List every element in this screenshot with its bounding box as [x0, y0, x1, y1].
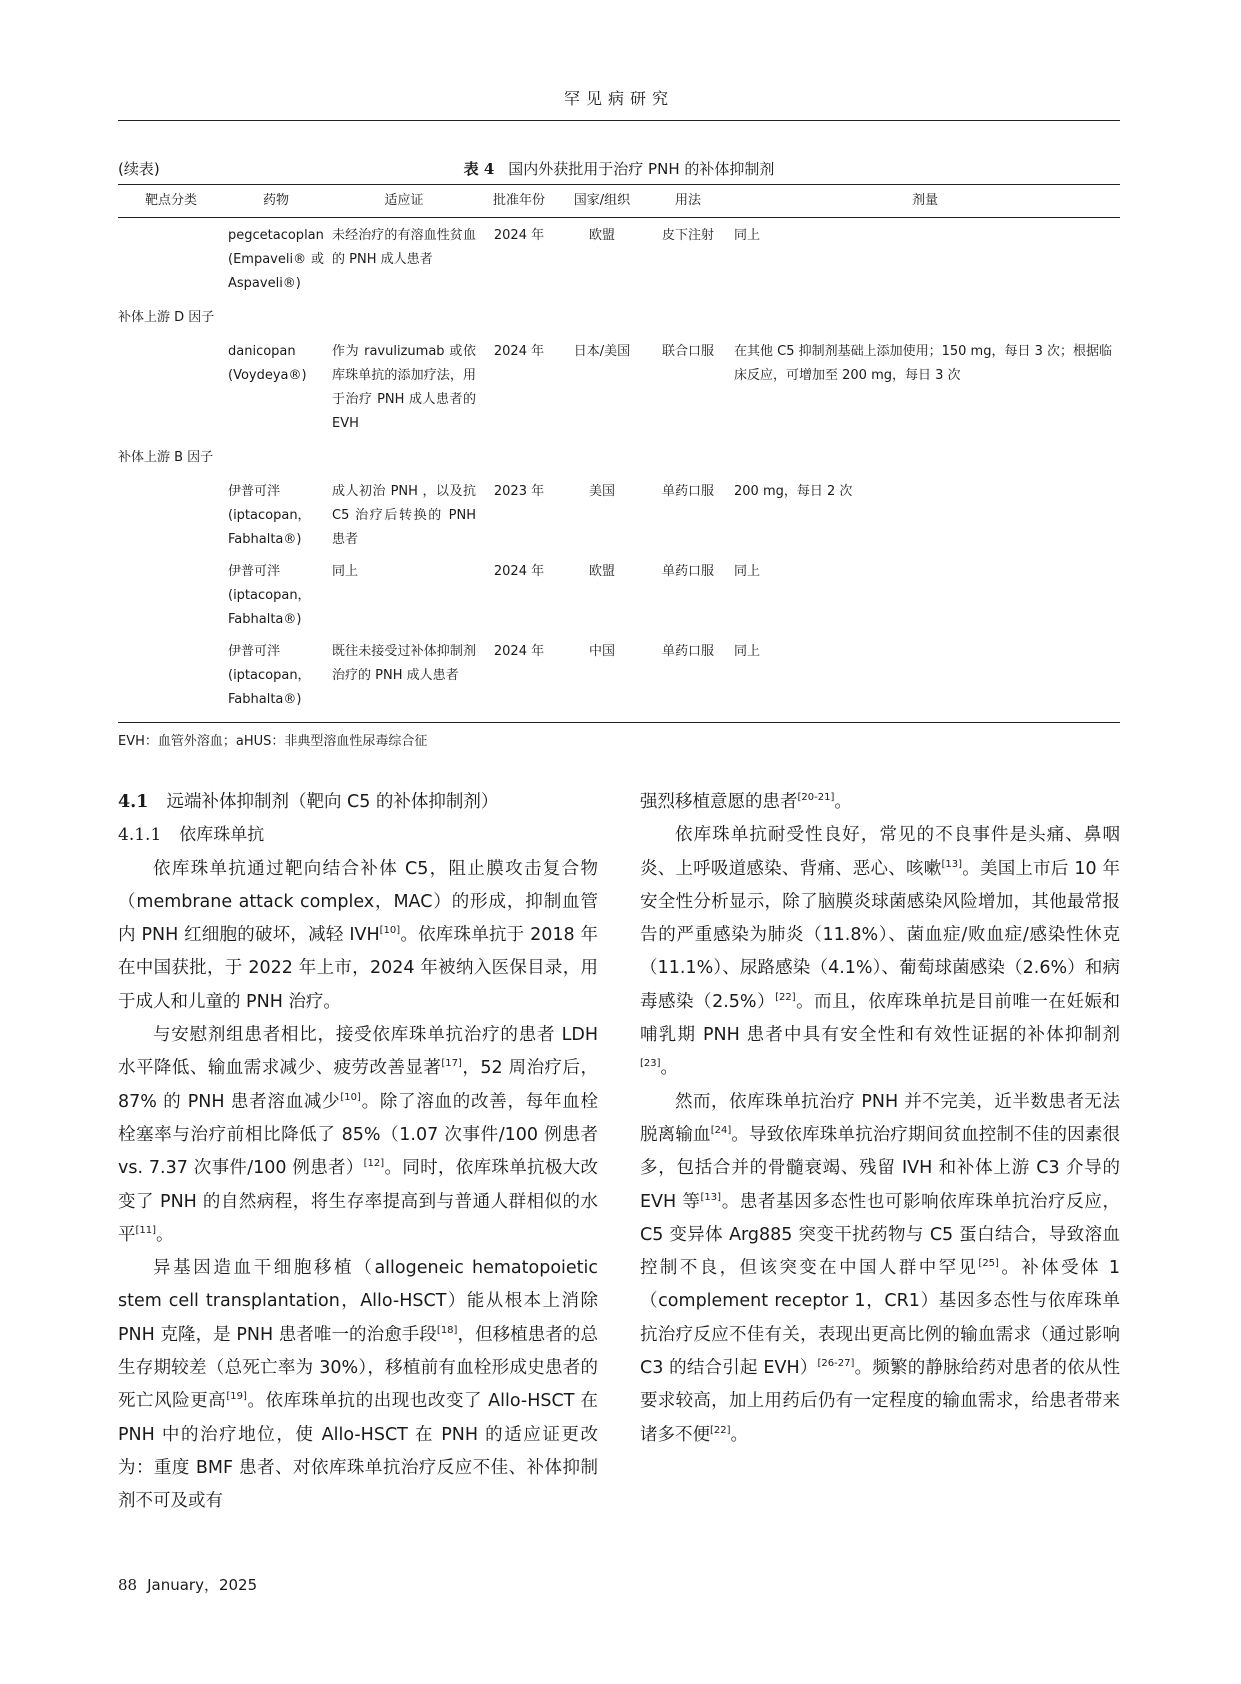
- paragraph: [118, 853, 598, 1019]
- indication-cell: 作为 ravulizumab 或依库珠单抗的添加疗法，用于治疗 PNH 成人患者的 EVH: [332, 344, 476, 431]
- table-row: [118, 334, 1120, 438]
- drug-cell: 伊普可泮 (iptacopan， Fabhalta®): [228, 484, 311, 547]
- subsection-heading: [118, 819, 598, 852]
- header-dose: 剂量: [730, 185, 1120, 218]
- dose-cell: 同上: [734, 228, 761, 243]
- target-empty-cell: [118, 634, 224, 723]
- text-run: 。: [156, 1224, 174, 1245]
- text-run: 。而且，依库珠单抗是目前唯一在妊娠和哺乳期 PNH 患者中具有安全性和有效性证据的补体抑制剂: [640, 991, 1120, 1046]
- citation: [10]: [379, 925, 401, 937]
- section-number: 4.1: [118, 792, 149, 812]
- country-cell: 欧盟: [588, 564, 615, 579]
- indication-cell: 既往未接受过补体抑制剂治疗的 PNH 成人患者: [328, 634, 480, 723]
- usage-cell: 联合口服: [661, 344, 714, 359]
- drug-cell: 伊普可泮 (iptacopan， Fabhalta®): [224, 634, 328, 723]
- table-title: 国内外获批用于治疗 PNH 的补体抑制剂: [508, 160, 775, 178]
- indication-cell: 同上: [332, 564, 359, 579]
- indication-cell: 成人初治 PNH ，以及抗 C5 治疗后转换的 PNH 患者: [332, 484, 476, 547]
- citation: [18]: [436, 1324, 458, 1336]
- table-notes: EVH：血管外溶血；aHUS：非典型溶血性尿毒综合征: [118, 734, 428, 749]
- citation: [13]: [941, 858, 962, 870]
- indication-cell: 未经治疗的有溶血性贫血的 PNH 成人患者: [332, 228, 476, 267]
- paragraph: [118, 1019, 598, 1252]
- header-target: 靶点分类: [118, 185, 224, 218]
- year-cell: 2024 年: [480, 634, 558, 723]
- section-title: 远端补体抑制剂（靶向 C5 的补体抑制剂）: [166, 792, 499, 812]
- text-run: 。依库珠单抗的出现也改变了 Allo-HSCT 在 PNH 中的治疗地位，使 Allo-HSCT 在 PNH 的适应证更改为：重度 BMF 患者、对依库珠单抗治疗反应不佳、补体抑制剂不可及或有: [118, 1391, 599, 1512]
- text-run: 依库珠单抗通过靶向结合补体 C5，阻止膜攻击复合物（membrane attack complex，MAC）的形成，抑制血管内 PNH 红细胞的破坏，减轻 IVH: [118, 858, 598, 946]
- paragraph: [640, 786, 1120, 819]
- usage-cell: 单药口服: [646, 634, 730, 723]
- right-column: [640, 786, 1120, 1452]
- text-run: 与安慰剂组患者相比，接受依库珠单抗治疗的患者 LDH 水平降低、输血需求减少、疲劳改善显著: [118, 1025, 598, 1079]
- table-row: [118, 474, 1120, 554]
- citation: [11]: [135, 1225, 157, 1237]
- header-year: 批准年份: [480, 185, 558, 218]
- table-row: [118, 554, 1120, 634]
- target-empty-cell: [118, 218, 224, 299]
- text-run: 。补体受体 1（complement receptor 1，CR1）基因多态性与依库珠单抗治疗反应不佳有关，表现出更高比例的输血需求（通过影响 C3 的结合引起 EVH）: [640, 1258, 1120, 1379]
- citation: [25]: [978, 1258, 999, 1270]
- citation: [13]: [700, 1191, 722, 1203]
- table-row: [118, 634, 1120, 723]
- drug-cell: pegcetacoplan (Empaveli® 或 Aspaveli®): [228, 228, 324, 291]
- table-row: [118, 218, 1120, 299]
- citation: [24]: [710, 1125, 732, 1137]
- page-number: 88: [118, 1576, 138, 1594]
- target-category-cell: 补体上游 D 因子: [118, 310, 215, 325]
- paragraph: [118, 1252, 598, 1518]
- usage-cell: 单药口服: [661, 484, 714, 499]
- usage-cell: 单药口服: [661, 564, 714, 579]
- citation: [19]: [226, 1391, 247, 1403]
- text-run: 。: [834, 792, 852, 812]
- usage-cell: 皮下注射: [661, 228, 714, 243]
- text-run: 。: [730, 1424, 749, 1445]
- text-run: 。依库珠单抗于 2018 年在中国获批，于 2022 年上市，2024 年被纳入医保目录，用于成人和儿童的 PNH 治疗。: [118, 925, 598, 1012]
- text-run: 。除了溶血的改善，每年血栓栓塞率与治疗前相比降低了 85%（1.07 次事件/100 例患者 vs. 7.37 次事件/100 例患者）: [118, 1091, 598, 1179]
- text-run: 然而，依库珠单抗治疗 PNH 并不完美，近半数患者无法脱离输血: [640, 1091, 1120, 1145]
- header-usage: 用法: [646, 185, 730, 218]
- table-header-row: [118, 185, 1120, 218]
- table-body: [118, 218, 1120, 723]
- text-run: 。同时，依库珠单抗极大改变了 PNH 的自然病程，将生存率提高到与普通人群相似的水平: [118, 1158, 598, 1245]
- citation: [10]: [340, 1091, 361, 1103]
- journal-title: 罕见病研究: [563, 89, 674, 108]
- subsection-title: 依库珠单抗: [179, 825, 265, 846]
- issue-date: January，2025: [147, 1576, 258, 1594]
- section-heading: [118, 786, 598, 819]
- dose-cell: 同上: [734, 564, 761, 579]
- year-cell: 2023 年: [493, 484, 545, 499]
- country-cell: 欧盟: [588, 228, 615, 243]
- year-cell: 2024 年: [493, 228, 545, 243]
- header-indication: 适应证: [328, 185, 480, 218]
- paragraph: [640, 1086, 1120, 1452]
- citation: [23]: [640, 1058, 661, 1070]
- text-run: ，但移植患者的总生存期较差（总死亡率为 30%），移植前有血栓形成史患者的死亡风险更高: [118, 1324, 599, 1412]
- text-run: ，52 周治疗后，87% 的 PNH 患者溶血减少: [118, 1058, 598, 1112]
- table-caption: [118, 158, 1120, 179]
- citation: [26-27]: [817, 1358, 855, 1370]
- target-empty-cell: [118, 474, 224, 554]
- country-cell: 中国: [558, 634, 646, 723]
- paragraph: [640, 819, 1120, 1085]
- citation: [17]: [441, 1058, 462, 1070]
- drug-table: [118, 184, 1120, 723]
- drug-cell: danicopan (Voydeya®): [228, 344, 307, 383]
- table-number: 表 4: [463, 160, 495, 178]
- drug-cell: 伊普可泮 (iptacopan， Fabhalta®): [228, 564, 311, 627]
- journal-header: [118, 84, 1120, 121]
- year-cell: 2024 年: [493, 344, 545, 359]
- table-continuation-label: (续表): [118, 160, 160, 178]
- dose-cell: 同上: [730, 634, 1120, 723]
- citation: [20-21]: [797, 792, 835, 804]
- dose-cell: 200 mg，每日 2 次: [734, 484, 853, 499]
- text-run: 。美国上市后 10 年安全性分析显示，除了脑膜炎球菌感染风险增加，其他最常报告的严重感染为肺炎（11.8%）、菌血症/败血症/感染性休克（11.1%）、尿路感染（4.1%）、葡萄球菌感染（2.6%）和病毒感染（2.5%）: [640, 858, 1120, 1012]
- citation: [22]: [710, 1424, 731, 1436]
- citation: [22]: [775, 991, 796, 1003]
- text-run: 强烈移植意愿的患者: [640, 792, 798, 812]
- header-drug: 药物: [224, 185, 328, 218]
- text-run: 依库珠单抗耐受性良好，常见的不良事件是头痛、鼻咽炎、上呼吸道感染、背痛、恶心、咳嗽: [640, 825, 1120, 879]
- target-empty-cell: [118, 554, 224, 634]
- subsection-number: 4.1.1: [118, 825, 162, 846]
- citation: [12]: [363, 1158, 385, 1170]
- table-group-row: [118, 438, 1120, 474]
- target-empty-cell: [118, 334, 224, 438]
- year-cell: 2024 年: [493, 564, 545, 579]
- text-run: 。频繁的静脉给药对患者的依从性要求较高，加上用药后仍有一定程度的输血需求，给患者带来诸多不便: [640, 1358, 1121, 1445]
- text-run: 。: [660, 1058, 679, 1079]
- target-category-cell: 补体上游 B 因子: [118, 450, 214, 465]
- text-run: 异基因造血干细胞移植（allogeneic hematopoietic stem cell transplantation，Allo-HSCT）能从根本上消除 PNH 克隆，是 PNH 患者唯一的治愈手段: [118, 1258, 598, 1345]
- country-cell: 日本/美国: [573, 344, 631, 359]
- country-cell: 美国: [588, 484, 615, 499]
- text-run: 。导致依库珠单抗治疗期间贫血控制不佳的因素很多，包括合并的骨髓衰竭、残留 IVH 和补体上游 C3 介导的 EVH 等: [640, 1124, 1120, 1212]
- left-column: [118, 786, 598, 1519]
- dose-cell: 在其他 C5 抑制剂基础上添加使用；150 mg，每日 3 次；根据临床反应，可增加至 200 mg，每日 3 次: [734, 344, 1113, 383]
- text-run: 。患者基因多态性也可影响依库珠单抗治疗反应，C5 变异体 Arg885 突变干扰药物与 C5 蛋白结合，导致溶血控制不良，但该突变在中国人群中罕见: [640, 1191, 1120, 1279]
- page-footer: [118, 1574, 257, 1595]
- header-country: 国家/组织: [558, 185, 646, 218]
- table-group-row: [118, 298, 1120, 334]
